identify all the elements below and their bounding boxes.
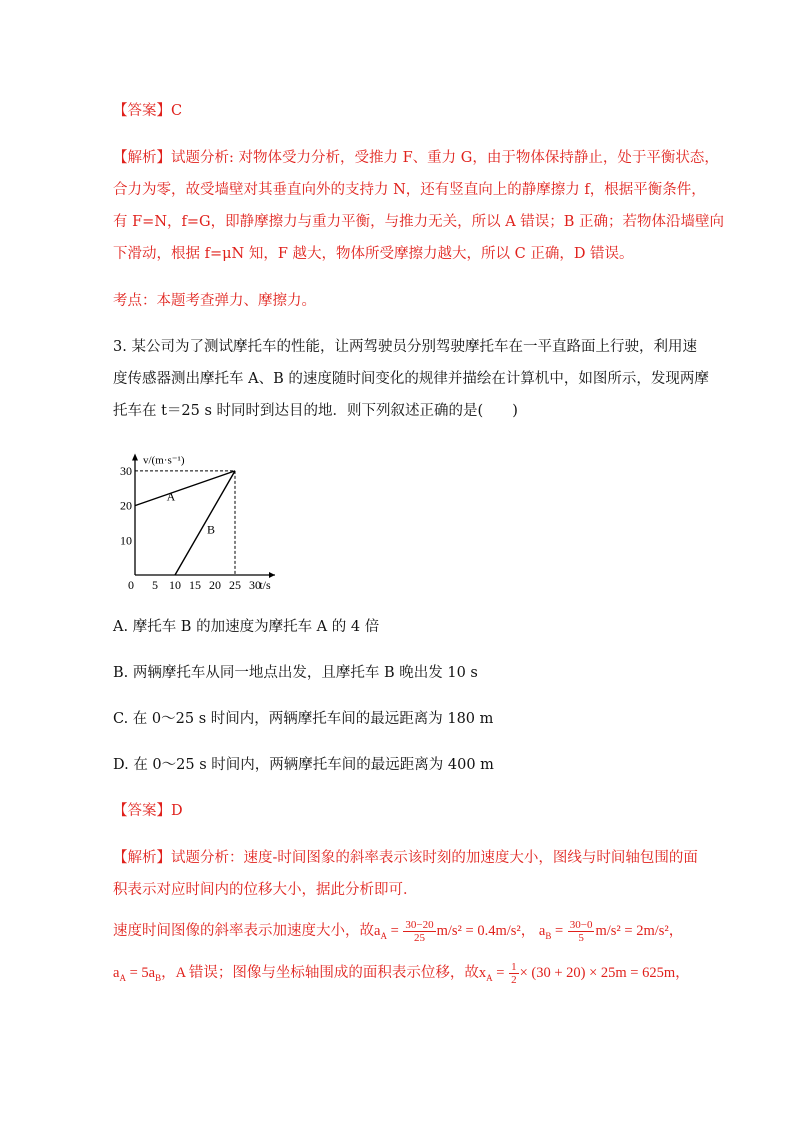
question-line-3: 托车在 t＝25 s 时同时到达目的地．则下列叙述正确的是( ) xyxy=(113,403,518,419)
x-tick-label: 5 xyxy=(152,578,158,592)
formula-line-2 xyxy=(113,961,690,988)
answer-value: D xyxy=(171,803,183,819)
x-tick-label: 30 xyxy=(249,578,261,592)
analysis-tag: 【解析】 xyxy=(113,850,171,866)
y-tick-label: 10 xyxy=(120,533,132,548)
series-line-A xyxy=(135,471,235,506)
analysis2-line-1 xyxy=(113,848,698,868)
xA-symbol: $x_A$ = xyxy=(478,964,509,983)
analysis2-line-2: 积表示对应时间内的位移大小，据此分析即可． xyxy=(113,882,418,898)
series-line-B xyxy=(175,471,235,575)
question-line-1: 3. 某公司为了测试摩托车的性能，让两驾驶员分别驾驶摩托车在一平直路面上行驶，利用速 xyxy=(113,339,697,355)
kaodian-line: 考点：本题考查弹力、摩擦力。 xyxy=(113,293,316,309)
y-axis-arrow xyxy=(132,454,138,461)
analysis-line-3: 有 F=N，f=G，即静摩擦力与重力平衡，与推力无关，所以 A 错误；B 正确；若物体沿墙壁向 xyxy=(113,214,725,230)
y-axis-label: v/(m·s⁻¹) xyxy=(143,454,185,467)
option-b: B. 两辆摩托车从同一地点出发，且摩托车 B 晚出发 10 s xyxy=(113,665,478,681)
series-label-A: A xyxy=(166,489,176,504)
xA-fraction: $\frac{1}{2}$ xyxy=(511,961,517,986)
analysis-line-1 xyxy=(113,148,719,168)
velocity-time-chart xyxy=(113,430,313,595)
option-a: A. 摩托车 B 的加速度为摩托车 A 的 4 倍 xyxy=(113,619,380,635)
analysis-tag: 【解析】 xyxy=(113,150,171,166)
aA-tail: m/s² = 0.4m/s²， xyxy=(436,922,536,939)
xA-tail: × (30 + 20) × 25m = 625m， xyxy=(519,964,690,981)
x-tick-label: 15 xyxy=(189,578,201,592)
aA-symbol: $a_A$ = xyxy=(374,922,403,941)
formula-line-1 xyxy=(113,919,683,946)
aB-symbol: $a_B$ = xyxy=(538,922,567,941)
x-tick-label: 20 xyxy=(209,578,221,592)
option-d: D. 在 0～25 s 时间内，两辆摩托车间的最远距离为 400 m xyxy=(113,757,494,773)
answer-tag: 【答案】 xyxy=(113,803,171,819)
aB-fraction: $\frac{30-0}{5}$ xyxy=(569,919,593,944)
answer-tag: 【答案】 xyxy=(113,103,171,119)
question-line-2: 度传感器测出摩托车 A、B 的速度随时间变化的规律并描绘在计算机中，如图所示，发现两摩 xyxy=(113,371,709,387)
x-tick-label: 0 xyxy=(128,578,134,592)
x-tick-label: 10 xyxy=(169,578,181,592)
x-axis-label: t/s xyxy=(259,578,271,592)
aA-eq: $a_A = 5a_B$ xyxy=(113,964,162,983)
y-tick-label: 30 xyxy=(120,463,132,478)
y-tick-label: 20 xyxy=(120,498,132,513)
series-label-B: B xyxy=(206,522,216,537)
answer-value: C xyxy=(171,103,183,119)
analysis-line-2: 合力为零，故受墙壁对其垂直向外的支持力 N，还有竖直向上的静摩擦力 f，根据平衡条件， xyxy=(113,182,706,198)
aB-tail: m/s² = 2m/s²， xyxy=(595,922,684,939)
analysis-line-4: 下滑动，根据 f=μN 知，F 越大，物体所受摩擦力越大，所以 C 正确，D 错误。 xyxy=(113,246,634,262)
aA-fraction: $\frac{30-20}{25}$ xyxy=(405,919,434,944)
answer-line xyxy=(113,101,182,121)
formula-mid: ，A 错误；图像与坐标轴围成的面积表示位移，故 xyxy=(161,964,479,981)
analysis-text: 试题分析：速度-时间图象的斜率表示该时刻的加速度大小，图线与时间轴包围的面 xyxy=(171,850,698,866)
analysis-text: 试题分析: 对物体受力分析，受推力 F、重力 G，由于物体保持静止，处于平衡状态， xyxy=(171,150,719,166)
option-c: C. 在 0～25 s 时间内，两辆摩托车间的最远距离为 180 m xyxy=(113,711,494,727)
x-tick-label: 25 xyxy=(229,578,241,592)
answer-line-2 xyxy=(113,801,183,821)
formula-prefix: 速度时间图像的斜率表示加速度大小，故 xyxy=(113,922,374,939)
